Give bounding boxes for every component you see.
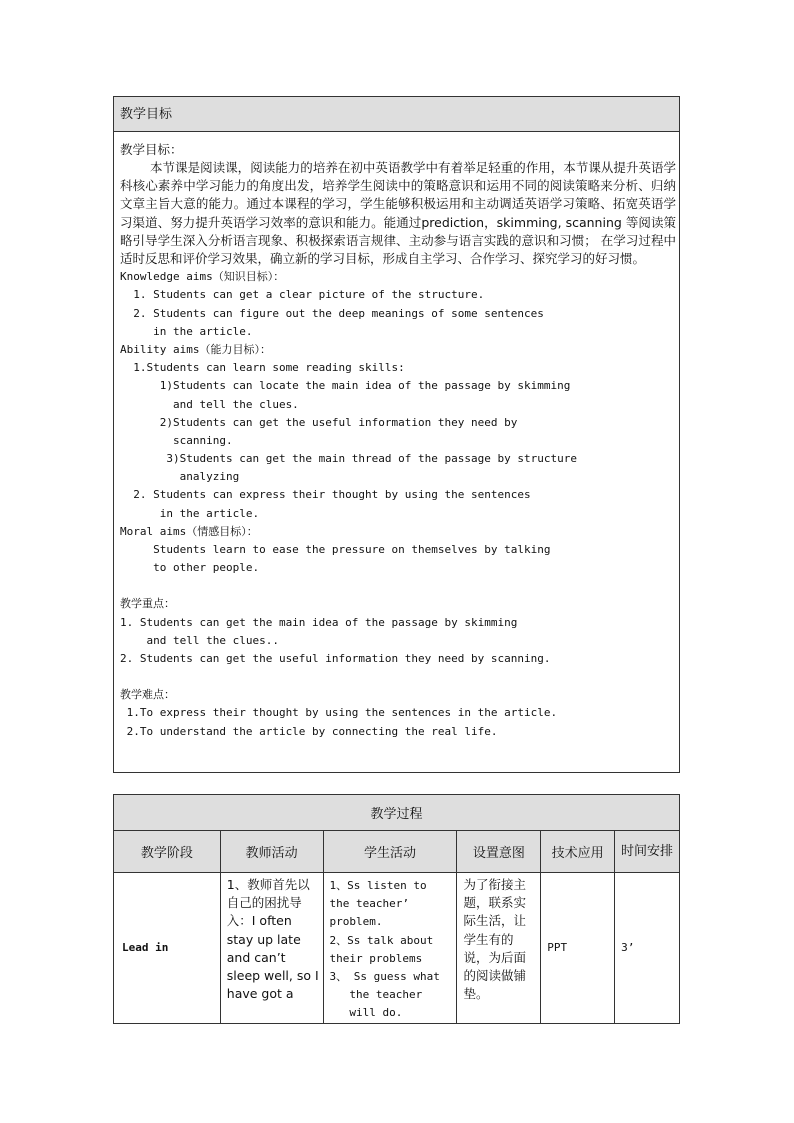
key-point-line: and tell the clues.. [120,633,279,647]
process-title: 教学过程 [114,795,680,831]
key-point-line: 1. Students can get the main idea of the passage by skimming [120,615,518,629]
objectives-intro: 本节课是阅读课，阅读能力的培养在初中英语教学中有着举足轻重的作用，本节课从提升英语学科核心素养中学习能力的角度出发，培养学生阅读中的策略意识和运用不同的阅读策略来分析、归纳文章主旨大意的能力。通过本课程的学习，学生能够积极运用和主动调适英语学习策略、拓宽英语学习渠道、努力提升英语学习效率的意识和能力。能通过prediction，skimming, scanning 等阅读策略引导学生深入分析语言现象、积极探索语言规律、主动参与语言实践的意识和习惯； 在学习过程中适时反思和评价学习效果，确立新的学习目标，形成自主学习、合作学习、探究学习的好习惯。 [120,160,676,267]
ability-aim-line: 2)Students can get the useful information they need by [120,415,518,429]
student-activity-line: their problems [329,951,423,965]
ability-aim-line: 1)Students can locate the main idea of the passage by skimming [120,379,571,393]
teacher-activity-cell: 1、教师首先以自己的困扰导入：I often stay up late and can’t sleep well, so I have got a [220,873,323,1024]
intent-cell: 为了衔接主题，联系实际生活，让学生有的说，为后面的阅读做铺垫。 [457,873,541,1024]
knowledge-aims-title: Knowledge aims（知识目标）： [120,270,285,284]
moral-aim-line: to other people. [120,561,260,575]
ability-aims-title: Ability aims（能力目标）： [120,342,271,356]
column-header: 教学阶段 [114,831,221,873]
process-table [113,794,680,1024]
key-points-title: 教学重点： [120,597,175,611]
student-activity-line: 3、 Ss guess what [329,970,440,984]
difficult-point-line: 2.To understand the article by connecting the real life. [120,724,498,738]
table-row [114,873,680,1024]
column-header: 学生活动 [323,831,457,873]
ability-aim-line: 3)Students can get the main thread of the passage by structure [120,452,577,466]
student-activity-cell [323,873,457,1024]
column-header: 教师活动 [220,831,323,873]
knowledge-aim-line: 1. Students can get a clear picture of the structure. [120,288,485,302]
student-activity-line: 2、Ss talk about [329,933,434,947]
objectives-box [113,96,680,773]
ability-aim-line: 1.Students can learn some reading skills: [120,361,405,375]
moral-aim-line: Students learn to ease the pressure on themselves by talking [120,543,551,557]
ability-aim-line: and tell the clues. [120,397,299,411]
objectives-body [120,142,676,741]
tech-cell: PPT [541,873,615,1024]
column-header: 技术应用 [541,831,615,873]
student-activity-line: the teacher’ [329,897,409,911]
moral-aims-title: Moral aims（情感目标）： [120,524,258,538]
student-activity-line: will do. [329,1006,403,1020]
ability-aim-line: 2. Students can express their thought by using the sentences [120,488,531,502]
ability-aim-line: analyzing [120,470,240,484]
student-activity-line: problem. [329,915,383,929]
key-point-line: 2. Students can get the useful information they need by scanning. [120,651,551,665]
column-header: 设置意图 [457,831,541,873]
ability-aim-line: in the article. [120,506,260,520]
difficult-point-line: 1.To express their thought by using the sentences in the article. [120,706,558,720]
knowledge-aim-line: 2. Students can figure out the deep meanings of some sentences [120,306,544,320]
objectives-heading: 教学目标： [120,142,183,157]
student-activity-line: the teacher [329,988,423,1002]
column-header: 时间安排 [615,831,680,873]
time-cell: 3’ [615,873,680,1024]
stage-cell: Lead in [114,873,221,1024]
objectives-header: 教学目标 [114,97,679,132]
student-activity-line: 1、Ss listen to [329,879,427,892]
knowledge-aim-line: in the article. [120,324,253,338]
ability-aim-line: scanning. [120,433,233,447]
difficult-points-title: 教学难点： [120,688,175,702]
